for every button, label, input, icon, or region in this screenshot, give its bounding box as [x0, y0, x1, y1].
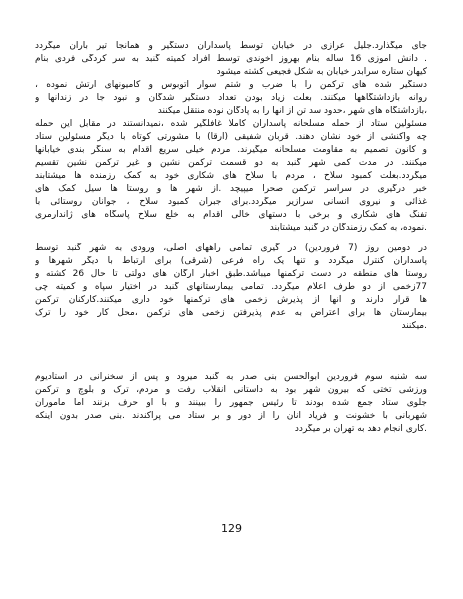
- text-line: پاسداران کنترل میگردد و تنها یک راه فرعی (شرقی) برای ارتباط با دیگر شهرها و: [35, 256, 427, 266]
- text-line: .نموده، به کمک رزمندگان در گنبد میشتابند: [269, 223, 427, 233]
- text-line: .میکنند: [401, 321, 427, 331]
- text-line: میگردد.بعلت کمبود سلاح ، مردم با سلاح های شکاری خود به کمک رزمنده ها میشتابند: [35, 171, 427, 181]
- text-line: . دانش آموزی 16 ساله بنام بهروز آخوندی توسط افراد کمیته گنبد به سر کردگی فردی بنام: [35, 54, 427, 64]
- text-line: مسئولین ستاد از حمله مسلحانه پاسداران کاملا غافلگیر شده ،نمیدانستند در مقابل این حمله: [35, 119, 427, 129]
- page-number: 129: [221, 522, 242, 535]
- text-line: روستا های منطقه در دست ترکمنها میباشد.طبق اخبار ارگان های دولتی تا حال 26 کشته و: [35, 269, 427, 279]
- text-line: جای میگذارد.جلیل عرازی در خیابان توسط پاسداران دستگیر و همانجا تیر باران میگردد: [35, 41, 427, 51]
- text-line: و کانون تصمیم به مقاومت مسلحانه میگیرند. مردم خیلی سریع اقدام به سنگر بندی خیابانها: [35, 145, 427, 155]
- text-line: در دومین روز (7 فروردین) در گیری تمامی راههای اصلی، ورودی به شهر گنبد توسط: [35, 243, 427, 253]
- text-line: خبر درگیری در سراسر ترکمن صحرا میپیچد .از شهر ها و روستا ها سیل کمک های: [35, 184, 427, 194]
- text-line: ها قرار دارند و آنها از پذیرش زخمی های ترکمنها خود داری میکنند.کارکنان ترکمن: [35, 295, 427, 305]
- text-line: روانه بازداشتگاهها میکنند. بعلت زیاد بودن تعداد دستگیر شدگان و نبود جا در زندانها و: [35, 93, 427, 103]
- text-line: چه واکنشی از خود نشان دهند. قربان شفیقی (ارقا) با مشورتی کوتاه با دیگر مسئولین ستاد: [35, 132, 427, 142]
- text-line: جلوی ستاد جمع شده بودند تا رئیس جمهور را ببینند و با او حرف بزنند اما ماموران: [35, 398, 427, 408]
- text-line: دستگیر شده های ترکمن را با ضرب و شتم سوار اتوبوس و کامیونهای ارتش نموده ،: [35, 80, 427, 90]
- text-line: 77زخمی از دو طرف اعلام میگردد. تمامی بیمارستانهای گنبد در اختیار سپاه و کمیته چی: [35, 282, 427, 292]
- text-line: تفنگ های شکاری و برخی با دستهای خالی اقدام به خلع سلاح پاسگاه های ژاندارمری: [35, 210, 427, 220]
- text-line: غذائی و نیروی انسانی سرازیر میگردد.برای جبران کمبود سلاح ، جوانان روستائی با: [35, 197, 427, 207]
- text-line: کیهان ستاره سرابدر خیابان به شکل فجیعی کشته میشود: [216, 67, 427, 77]
- text-line: شهربانی با خشونت و فریاد آنان را از دور و بر ستاد می پراکندند .بنی صدر بدون اینکه: [35, 411, 427, 421]
- text-line: بیمارستان ها برای اعتراض به عدم پذیرفتن زخمی های ترکمن ،محل کار خود را ترک: [35, 308, 427, 318]
- text-line: ،بازداشتگاه های شهر ،حدود سد تن از آنها را به پادگان نوده منتقل میکنند: [157, 106, 427, 116]
- text-line: ورزشی تختی که بیرون شهر بود به داستانی انقلاب رفت و مردم، ترک و بلوچ و ترکمن: [35, 385, 427, 395]
- text-line: .کاری انجام دهد به تهران بر میگردد: [294, 424, 427, 434]
- text-line: میکنند. در مدت کمی شهر گنبد به دو قسمت ترکمن نشین و غیر ترکمن نشین تقسیم: [35, 158, 427, 168]
- text-line: سه شنبه سوم فروردین ابوالحسن بنی صدر به گنبد میرود و پس از سخنرانی در استادیوم: [35, 372, 427, 382]
